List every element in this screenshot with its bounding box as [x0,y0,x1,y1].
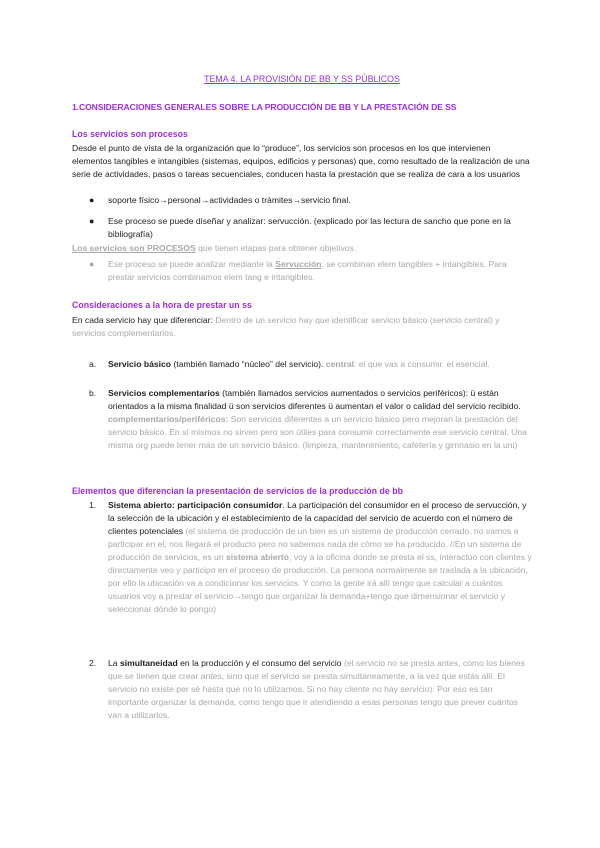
heading-consideraciones: Consideraciones a la hora de prestar un ss [72,300,252,310]
servuccion-term: Servucción [275,259,322,269]
list-item-text [108,358,532,371]
bullet-icon: ● [89,259,95,269]
servicios-complementarios-term: Servicios complementarios [108,388,220,398]
procesos-gray-line [72,242,532,255]
list-item-text [108,657,532,722]
bullet-icon: ● [89,195,95,205]
item1-gray-a: (el sistema de producción de un bien es un sistema de producción cerrado, no vamos a participar en el, nos llegará el producto pero no sabemos nada de cómo se ha producido. //En un sistema de producción de servicios, es un [108,526,522,562]
list-item-text: soporte físico→personal→actividades o trámites→servicio final. [108,195,351,205]
item1-text: . La participación del consumidor en el proceso de servucción, y la selección de la ubicación y el establecimiento de la capacidad del servicio de acuerdo con el número de clientes potenciales [108,500,527,536]
item1-gray-b: , voy a la oficina donde se presta el ss, interactúo con clientes y directamente veo y participo en el proceso de producción. La persona normalmente se traslada a la ubicación, por ello la ubicación va a condicionar los servicios. Y como la gente irá allí tengo que calcular a cuántos usuarios voy a prestar el servicio→tengo que organizar la demanda+tengo que dimensionar el servicio y seleccionar dónde lo pongo) [108,552,532,614]
section-heading-1: 1.CONSIDERACIONES GENERALES SOBRE LA PRODUCCIÓN DE BB Y LA PRESTACIÓN DE SS [72,102,457,112]
a-text: (también llamado “núcleo” del servicio). [171,359,326,369]
intro-gray: Dentro de un servicio hay que identificar servicio básico (servicio central) y servicios complementarios. [72,315,500,338]
list-item-text [108,258,532,284]
item2-gray: (el servicio no se presta antes, como los bienes que se tienen que crear antes, sino que el servicio se presta simultáneamente, a la vez que estás allí. El servicio no existe per sé hasta que no lo utilizamos. Si no hay cliente no hay servicio). Por eso es tan importante organizar la demanda, como tengo que ir atendiendo a esas personas tengo que prever cuántos van a utilizarlos. [108,658,526,720]
list-item-text [108,499,532,616]
a-gray: : el que vas a consumir. el esencial. [354,359,490,369]
list-marker: b. [89,388,97,398]
bullet-icon: ● [89,216,95,226]
item2-text: en la producción y el consumo del servicio [177,658,342,668]
heading-elementos: Elementos que diferencian la presentación de servicios de la producción de bb [72,486,403,496]
list-marker: 1. [89,500,97,510]
intro-text: En cada servicio hay que diferenciar: [72,315,216,325]
consideraciones-intro [72,314,532,340]
sistema-abierto-term: Sistema abierto: participación consumidor [108,500,283,510]
list-item-text [108,387,532,452]
procesos-gray-bold: Los servicios son PROCESOS [72,243,196,253]
simultaneidad-term: simultaneidad [119,658,178,668]
heading-procesos: Los servicios son procesos [72,129,188,139]
a-gray-bold: central [325,359,355,369]
item2-pre: La [108,658,120,668]
procesos-intro: Desde el punto de vista de la organización que lo “produce”, los servicios son procesos en los que intervienen elementos tangibles e intangibles (sistemas, equipos, edificios y personas) que, como resultado de la realización de una serie de actividades, pasos o tareas secuenciales, conducen hasta la prestación que se realiza de cara a los usuarios [72,143,530,179]
item1-gray-bold: sistema abierto [226,552,290,562]
gray-bullet-text-a: Ese proceso se puede analizar mediante la [108,259,276,269]
b-gray: Son servicios diferentes a un servicio básico pero mejoran la prestación del servicio básico. En sí mismos no sirven pero son útiles para consumir correctamente ese servicio central. Una misma org puede tener más de un servicio básico. (limpieza, mantenimiento, cafetería y gimnasio en la uni) [108,414,527,450]
servicio-basico-term: Servicio básico [108,359,172,369]
procesos-gray-rest: que tienen etapas para obtener objetivos. [195,243,357,253]
list-marker: a. [89,359,97,369]
document-title: TEMA 4. LA PROVISIÓN DE BB Y SS PÚBLICOS [204,74,400,84]
list-item-text: Ese proceso se puede diseñar y analizar: servucción. (explicado por las lectura de sancho que pone en la bibliografía) [108,216,511,239]
gray-bullet-text-b: : se combinan elem tangibles + intangibles. Para prestar servicios combinamos elem tang e intangibles. [108,259,507,282]
b-text: (también llamados servicios aumentados o servicios periféricos): ü están orientados a la misma finalidad ü son servicios diferentes ü aumentan el valor o calidad del servicio recibido. [108,388,521,411]
b-gray-bold: complementarios/periféricos: [108,414,229,424]
list-marker: 2. [89,658,97,668]
